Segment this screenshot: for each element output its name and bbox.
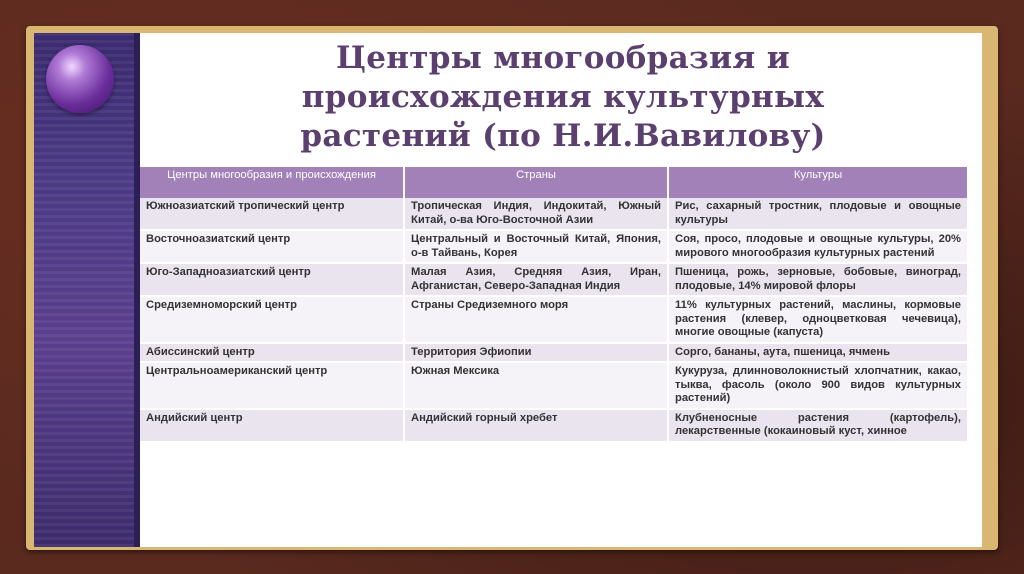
cell-center: Юго-Западноазиатский центр (140, 263, 404, 296)
cell-countries: Страны Средиземного моря (404, 296, 668, 343)
cell-crops: 11% культурных растений, маслины, кормовые растения (клевер, одноцветковая чечевица), многие овощные (капуста) (668, 296, 968, 343)
vavilov-centers-table (140, 167, 969, 443)
cell-countries: Территория Эфиопии (404, 343, 668, 363)
table-row (140, 362, 968, 409)
cell-countries: Малая Азия, Средняя Азия, Иран, Афганистан, Северо-Западная Индия (404, 263, 668, 296)
cell-center: Центральноамериканский центр (140, 362, 404, 409)
cell-center: Средиземноморский центр (140, 296, 404, 343)
column-header-countries: Страны (404, 167, 668, 198)
cell-crops: Соя, просо, плодовые и овощные культуры, 20% мирового многообразия культурных растений (668, 230, 968, 263)
table-row (140, 198, 968, 230)
cell-countries: Андийский горный хребет (404, 409, 668, 442)
cell-crops: Рис, сахарный тростник, плодовые и овощные культуры (668, 198, 968, 230)
title-line: Центры многообразия и (336, 40, 790, 76)
decorative-orb-icon (46, 45, 114, 113)
table-row (140, 343, 968, 363)
column-header-centers: Центры многообразия и происхождения (140, 167, 404, 198)
cell-center: Абиссинский центр (140, 343, 404, 363)
title-line: происхождения культурных (301, 79, 825, 115)
cell-countries: Южная Мексика (404, 362, 668, 409)
cell-center: Восточноазиатский центр (140, 230, 404, 263)
title-line: растений (по Н.И.Вавилову) (300, 118, 826, 154)
cell-countries: Центральный и Восточный Китай, Япония, о-в Тайвань, Корея (404, 230, 668, 263)
slide (34, 33, 982, 547)
cell-center: Андийский центр (140, 409, 404, 442)
table-header-row (140, 167, 968, 198)
table-row (140, 296, 968, 343)
cell-crops: Кукуруза, длинноволокнистый хлопчатник, какао, тыква, фасоль (около 900 видов культурных растений) (668, 362, 968, 409)
cell-countries: Тропическая Индия, Индокитай, Южный Китай, о-ва Юго-Восточной Азии (404, 198, 668, 230)
table-row (140, 230, 968, 263)
column-header-crops: Культуры (668, 167, 968, 198)
cell-crops: Сорго, бананы, аута, пшеница, ячмень (668, 343, 968, 363)
table-row (140, 409, 968, 442)
table-row (140, 263, 968, 296)
cell-crops: Клубненосные растения (картофель), лекарственные (кокаиновый куст, хинное (668, 409, 968, 442)
slide-title (144, 39, 982, 156)
cell-crops: Пшеница, рожь, зерновые, бобовые, виноград, плодовые, 14% мировой флоры (668, 263, 968, 296)
cell-center: Южноазиатский тропический центр (140, 198, 404, 230)
